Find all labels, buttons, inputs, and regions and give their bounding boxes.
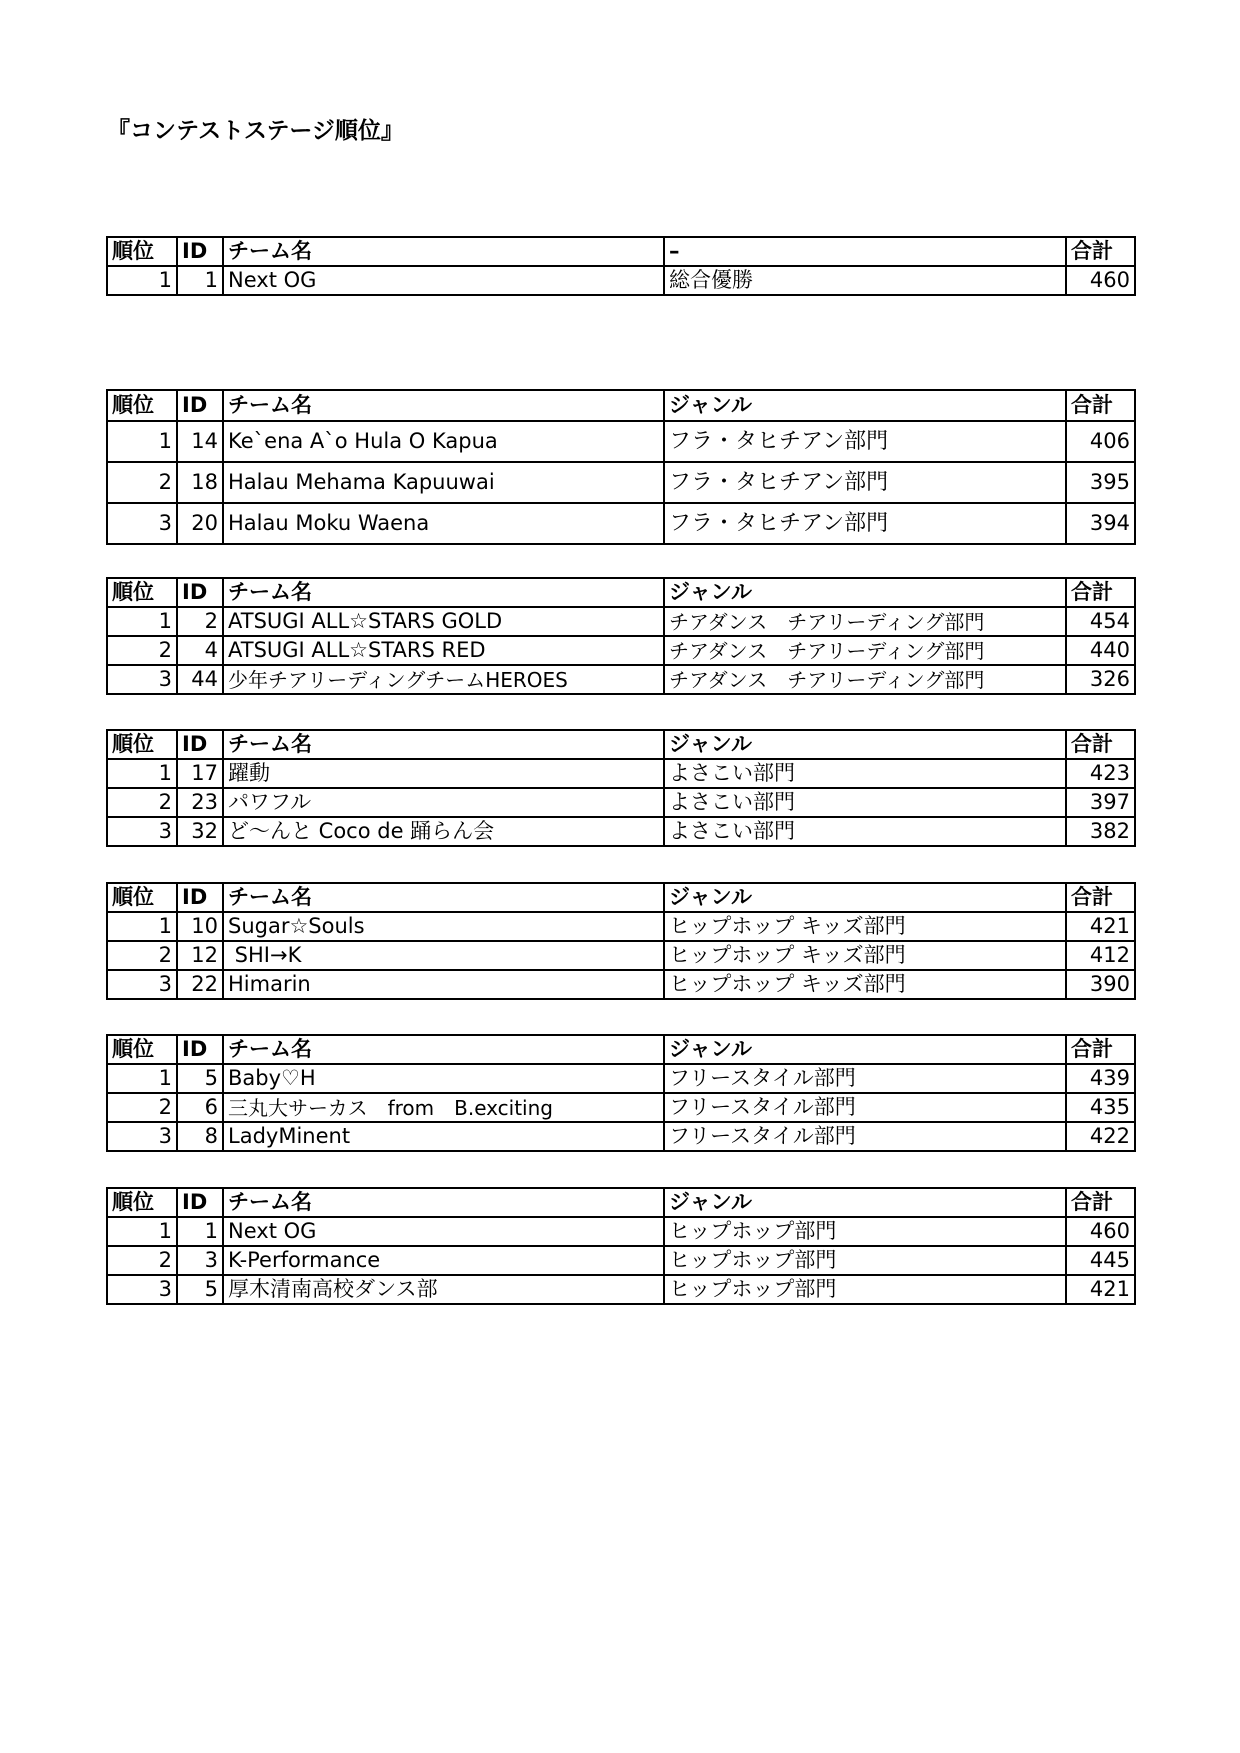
header-rank: 順位 [107, 730, 177, 759]
header-team: チーム名 [223, 237, 664, 266]
overall-table [106, 236, 1136, 296]
total-cell: 326 [1066, 665, 1135, 694]
header-genre: ジャンル [664, 390, 1066, 421]
hiphop-table [106, 1187, 1136, 1305]
table-row [107, 665, 1135, 694]
header-rank: 順位 [107, 237, 177, 266]
team-cell: パワフル [223, 788, 664, 817]
table-row [107, 912, 1135, 941]
genre-cell: ヒップホップ部門 [664, 1217, 1066, 1246]
rank-cell: 2 [107, 1093, 177, 1122]
hula-table [106, 389, 1136, 545]
id-cell: 1 [177, 266, 223, 295]
header-rank: 順位 [107, 390, 177, 421]
header-rank: 順位 [107, 1035, 177, 1064]
header-total: 合計 [1066, 390, 1135, 421]
genre-cell: ヒップホップ部門 [664, 1246, 1066, 1275]
header-total: 合計 [1066, 237, 1135, 266]
header-rank: 順位 [107, 578, 177, 607]
header-genre: ジャンル [664, 1188, 1066, 1217]
total-cell: 394 [1066, 503, 1135, 544]
header-team: チーム名 [223, 390, 664, 421]
header-team: チーム名 [223, 730, 664, 759]
id-cell: 32 [177, 817, 223, 846]
header-team: チーム名 [223, 578, 664, 607]
rank-cell: 3 [107, 1122, 177, 1151]
header-dash: – [664, 237, 1066, 266]
genre-cell: よさこい部門 [664, 759, 1066, 788]
header-rank: 順位 [107, 1188, 177, 1217]
table-row [107, 759, 1135, 788]
team-cell: 厚木清南高校ダンス部 [223, 1275, 664, 1304]
yosakoi-table [106, 729, 1136, 847]
total-cell: 390 [1066, 970, 1135, 999]
id-cell: 3 [177, 1246, 223, 1275]
page-title: 『コンテストステージ順位』 [107, 118, 404, 144]
team-cell: 三丸大サーカス from B.exciting [223, 1093, 664, 1122]
id-cell: 6 [177, 1093, 223, 1122]
header-genre: ジャンル [664, 578, 1066, 607]
team-cell: Halau Moku Waena [223, 503, 664, 544]
genre-cell: ヒップホップ キッズ部門 [664, 912, 1066, 941]
table-row [107, 788, 1135, 817]
cheer-table [106, 577, 1136, 695]
id-cell: 4 [177, 636, 223, 665]
table-header-row [107, 883, 1135, 912]
table-row [107, 817, 1135, 846]
header-id: ID [177, 730, 223, 759]
rank-cell: 1 [107, 912, 177, 941]
genre-cell: フリースタイル部門 [664, 1122, 1066, 1151]
genre-cell: フラ・タヒチアン部門 [664, 421, 1066, 462]
table-row [107, 636, 1135, 665]
total-cell: 421 [1066, 912, 1135, 941]
team-cell: 躍動 [223, 759, 664, 788]
rank-cell: 2 [107, 462, 177, 503]
header-team: チーム名 [223, 1035, 664, 1064]
team-cell: Next OG [223, 266, 664, 295]
table-header-row [107, 1035, 1135, 1064]
header-genre: ジャンル [664, 730, 1066, 759]
header-genre: ジャンル [664, 1035, 1066, 1064]
team-cell: Himarin [223, 970, 664, 999]
id-cell: 5 [177, 1064, 223, 1093]
genre-cell: フラ・タヒチアン部門 [664, 462, 1066, 503]
total-cell: 406 [1066, 421, 1135, 462]
genre-cell: よさこい部門 [664, 817, 1066, 846]
rank-cell: 1 [107, 759, 177, 788]
header-total: 合計 [1066, 578, 1135, 607]
id-cell: 20 [177, 503, 223, 544]
total-cell: 460 [1066, 1217, 1135, 1246]
id-cell: 8 [177, 1122, 223, 1151]
header-total: 合計 [1066, 1035, 1135, 1064]
table-header-row [107, 578, 1135, 607]
hiphop-kids-table [106, 882, 1136, 1000]
team-cell: K-Performance [223, 1246, 664, 1275]
total-cell: 445 [1066, 1246, 1135, 1275]
table-row [107, 1064, 1135, 1093]
rank-cell: 1 [107, 421, 177, 462]
total-cell: 423 [1066, 759, 1135, 788]
id-cell: 12 [177, 941, 223, 970]
genre-cell: ヒップホップ キッズ部門 [664, 941, 1066, 970]
rank-cell: 3 [107, 1275, 177, 1304]
id-cell: 18 [177, 462, 223, 503]
table-row [107, 1275, 1135, 1304]
id-cell: 1 [177, 1217, 223, 1246]
table-row [107, 607, 1135, 636]
team-cell: Sugar☆Souls [223, 912, 664, 941]
total-cell: 382 [1066, 817, 1135, 846]
id-cell: 5 [177, 1275, 223, 1304]
table-row [107, 1246, 1135, 1275]
id-cell: 23 [177, 788, 223, 817]
genre-cell: フラ・タヒチアン部門 [664, 503, 1066, 544]
table-row [107, 1093, 1135, 1122]
id-cell: 10 [177, 912, 223, 941]
total-cell: 422 [1066, 1122, 1135, 1151]
rank-cell: 3 [107, 503, 177, 544]
total-cell: 421 [1066, 1275, 1135, 1304]
header-genre: ジャンル [664, 883, 1066, 912]
total-cell: 439 [1066, 1064, 1135, 1093]
header-id: ID [177, 390, 223, 421]
table-row [107, 266, 1135, 295]
header-team: チーム名 [223, 883, 664, 912]
header-team: チーム名 [223, 1188, 664, 1217]
genre-cell: チアダンス チアリーディング部門 [664, 665, 1066, 694]
header-id: ID [177, 883, 223, 912]
genre-cell: フリースタイル部門 [664, 1093, 1066, 1122]
table-row [107, 1217, 1135, 1246]
genre-cell: チアダンス チアリーディング部門 [664, 607, 1066, 636]
genre-cell: 総合優勝 [664, 266, 1066, 295]
table-header-row [107, 237, 1135, 266]
rank-cell: 1 [107, 607, 177, 636]
genre-cell: よさこい部門 [664, 788, 1066, 817]
header-id: ID [177, 1188, 223, 1217]
table-row [107, 421, 1135, 462]
header-id: ID [177, 578, 223, 607]
id-cell: 22 [177, 970, 223, 999]
rank-cell: 2 [107, 941, 177, 970]
rank-cell: 3 [107, 970, 177, 999]
rank-cell: 1 [107, 1064, 177, 1093]
header-id: ID [177, 237, 223, 266]
table-header-row [107, 730, 1135, 759]
rank-cell: 3 [107, 817, 177, 846]
rank-cell: 1 [107, 266, 177, 295]
team-cell: ATSUGI ALL☆STARS RED [223, 636, 664, 665]
team-cell: Halau Mehama Kapuuwai [223, 462, 664, 503]
team-cell: Next OG [223, 1217, 664, 1246]
total-cell: 440 [1066, 636, 1135, 665]
table-row [107, 503, 1135, 544]
table-header-row [107, 390, 1135, 421]
total-cell: 435 [1066, 1093, 1135, 1122]
total-cell: 460 [1066, 266, 1135, 295]
total-cell: 412 [1066, 941, 1135, 970]
id-cell: 44 [177, 665, 223, 694]
team-cell: SHI→K [223, 941, 664, 970]
table-row [107, 1122, 1135, 1151]
header-id: ID [177, 1035, 223, 1064]
genre-cell: フリースタイル部門 [664, 1064, 1066, 1093]
rank-cell: 2 [107, 1246, 177, 1275]
team-cell: ATSUGI ALL☆STARS GOLD [223, 607, 664, 636]
team-cell: 少年チアリーディングチームHEROES [223, 665, 664, 694]
freestyle-table [106, 1034, 1136, 1152]
header-total: 合計 [1066, 883, 1135, 912]
table-row [107, 941, 1135, 970]
total-cell: 397 [1066, 788, 1135, 817]
total-cell: 395 [1066, 462, 1135, 503]
rank-cell: 2 [107, 788, 177, 817]
id-cell: 2 [177, 607, 223, 636]
team-cell: Baby♡H [223, 1064, 664, 1093]
header-total: 合計 [1066, 730, 1135, 759]
rank-cell: 2 [107, 636, 177, 665]
table-row [107, 970, 1135, 999]
genre-cell: ヒップホップ キッズ部門 [664, 970, 1066, 999]
rank-cell: 3 [107, 665, 177, 694]
header-total: 合計 [1066, 1188, 1135, 1217]
total-cell: 454 [1066, 607, 1135, 636]
team-cell: ど～んと Coco de 踊らん会 [223, 817, 664, 846]
id-cell: 14 [177, 421, 223, 462]
table-row [107, 462, 1135, 503]
id-cell: 17 [177, 759, 223, 788]
team-cell: Ke`ena A`o Hula O Kapua [223, 421, 664, 462]
genre-cell: チアダンス チアリーディング部門 [664, 636, 1066, 665]
header-rank: 順位 [107, 883, 177, 912]
table-header-row [107, 1188, 1135, 1217]
genre-cell: ヒップホップ部門 [664, 1275, 1066, 1304]
team-cell: LadyMinent [223, 1122, 664, 1151]
rank-cell: 1 [107, 1217, 177, 1246]
